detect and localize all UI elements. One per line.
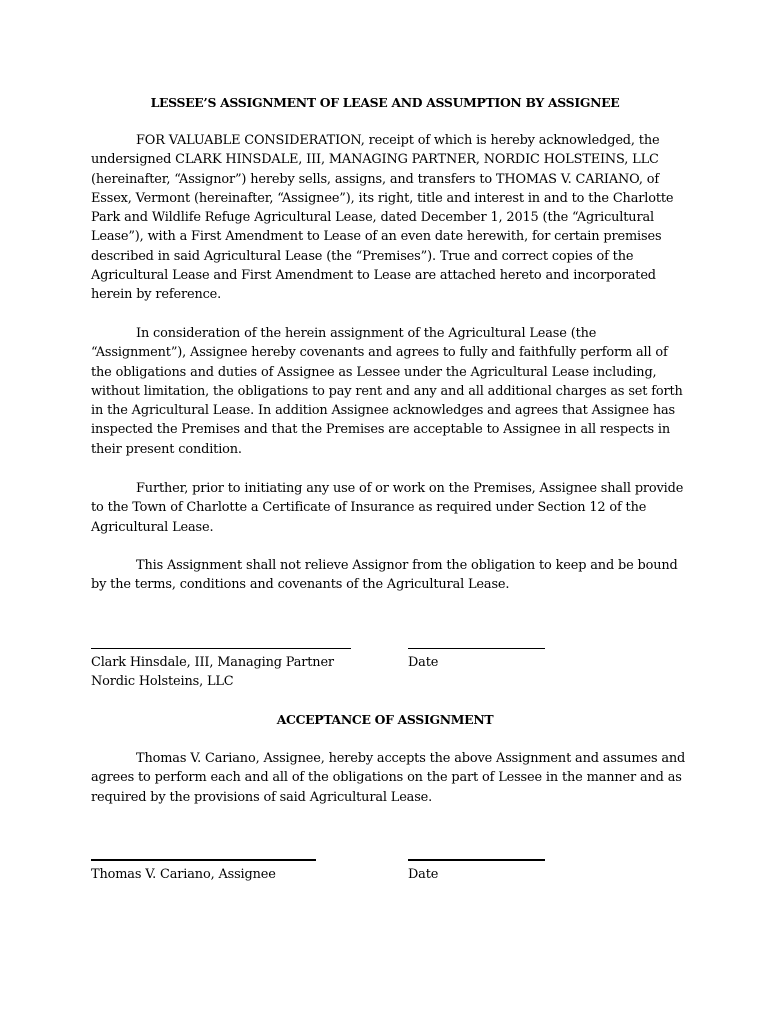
acceptance-paragraph: Thomas V. Cariano, Assignee, hereby accepts the above Assignment and assumes and agrees to perform each and all of the obligations on the part of Lessee in the manner and as required by the provisions of said Agricultural Lease. <box>91 751 686 805</box>
assumption-paragraph: In consideration of the herein assignment of the Agricultural Lease (the “Assignment”), Assignee hereby covenants and agrees to fully and faithfully perform all of the obligations and duties of Assignee as Lessee under the Agricultural Lease including, without limitation, the obligations to pay rent and any and all additional charges as set forth in the Agricultural Lease. In addition Assignee acknowledges and agrees that Assignee has inspected the Premises and that the Premises are acceptable to Assignee in all respects in their present condition. <box>91 326 683 457</box>
assignor-company: Nordic Holsteins, LLC <box>91 674 234 689</box>
assignee-signature-line <box>91 859 316 861</box>
assignor-signature-line <box>91 648 351 649</box>
assignor-name: Clark Hinsdale, III, Managing Partner <box>91 655 334 670</box>
acceptance-heading: ACCEPTANCE OF ASSIGNMENT <box>276 712 494 727</box>
non-release-paragraph: This Assignment shall not relieve Assignor from the obligation to keep and be bound by the terms, conditions and covenants of the Agricultural Lease. <box>91 558 678 593</box>
consideration-paragraph: FOR VALUABLE CONSIDERATION, receipt of which is hereby acknowledged, the undersigned CLARK HINSDALE, III, MANAGING PARTNER, NORDIC HOLSTEINS, LLC (hereinafter, “Assignor”) hereby sells, assigns, and transfers to THOMAS V. CARIANO, of Essex, Vermont (hereinafter, “Assignee”), its right, title and interest in and to the Charlotte Park and Wildlife Refuge Agricultural Lease, dated December 1, 2015 (the “Agricultural Lease”), with a First Amendment to Lease of an even date herewith, for certain premises described in said Agricultural Lease (the “Premises”). True and correct copies of the Agricultural Lease and First Amendment to Lease are attached hereto and incorporated herein by reference. <box>91 133 674 303</box>
assignee-name: Thomas V. Cariano, Assignee <box>91 867 276 882</box>
document-title: LESSEE’S ASSIGNMENT OF LEASE AND ASSUMPTION BY ASSIGNEE <box>150 95 620 110</box>
assignee-date-line <box>408 859 545 861</box>
assignor-date-label: Date <box>408 655 439 670</box>
insurance-paragraph: Further, prior to initiating any use of or work on the Premises, Assignee shall provide to the Town of Charlotte a Certificate of Insurance as required under Section 12 of the Agricultural Lease. <box>91 481 684 535</box>
assignor-date-line <box>408 648 545 649</box>
assignee-date-label: Date <box>408 867 439 882</box>
